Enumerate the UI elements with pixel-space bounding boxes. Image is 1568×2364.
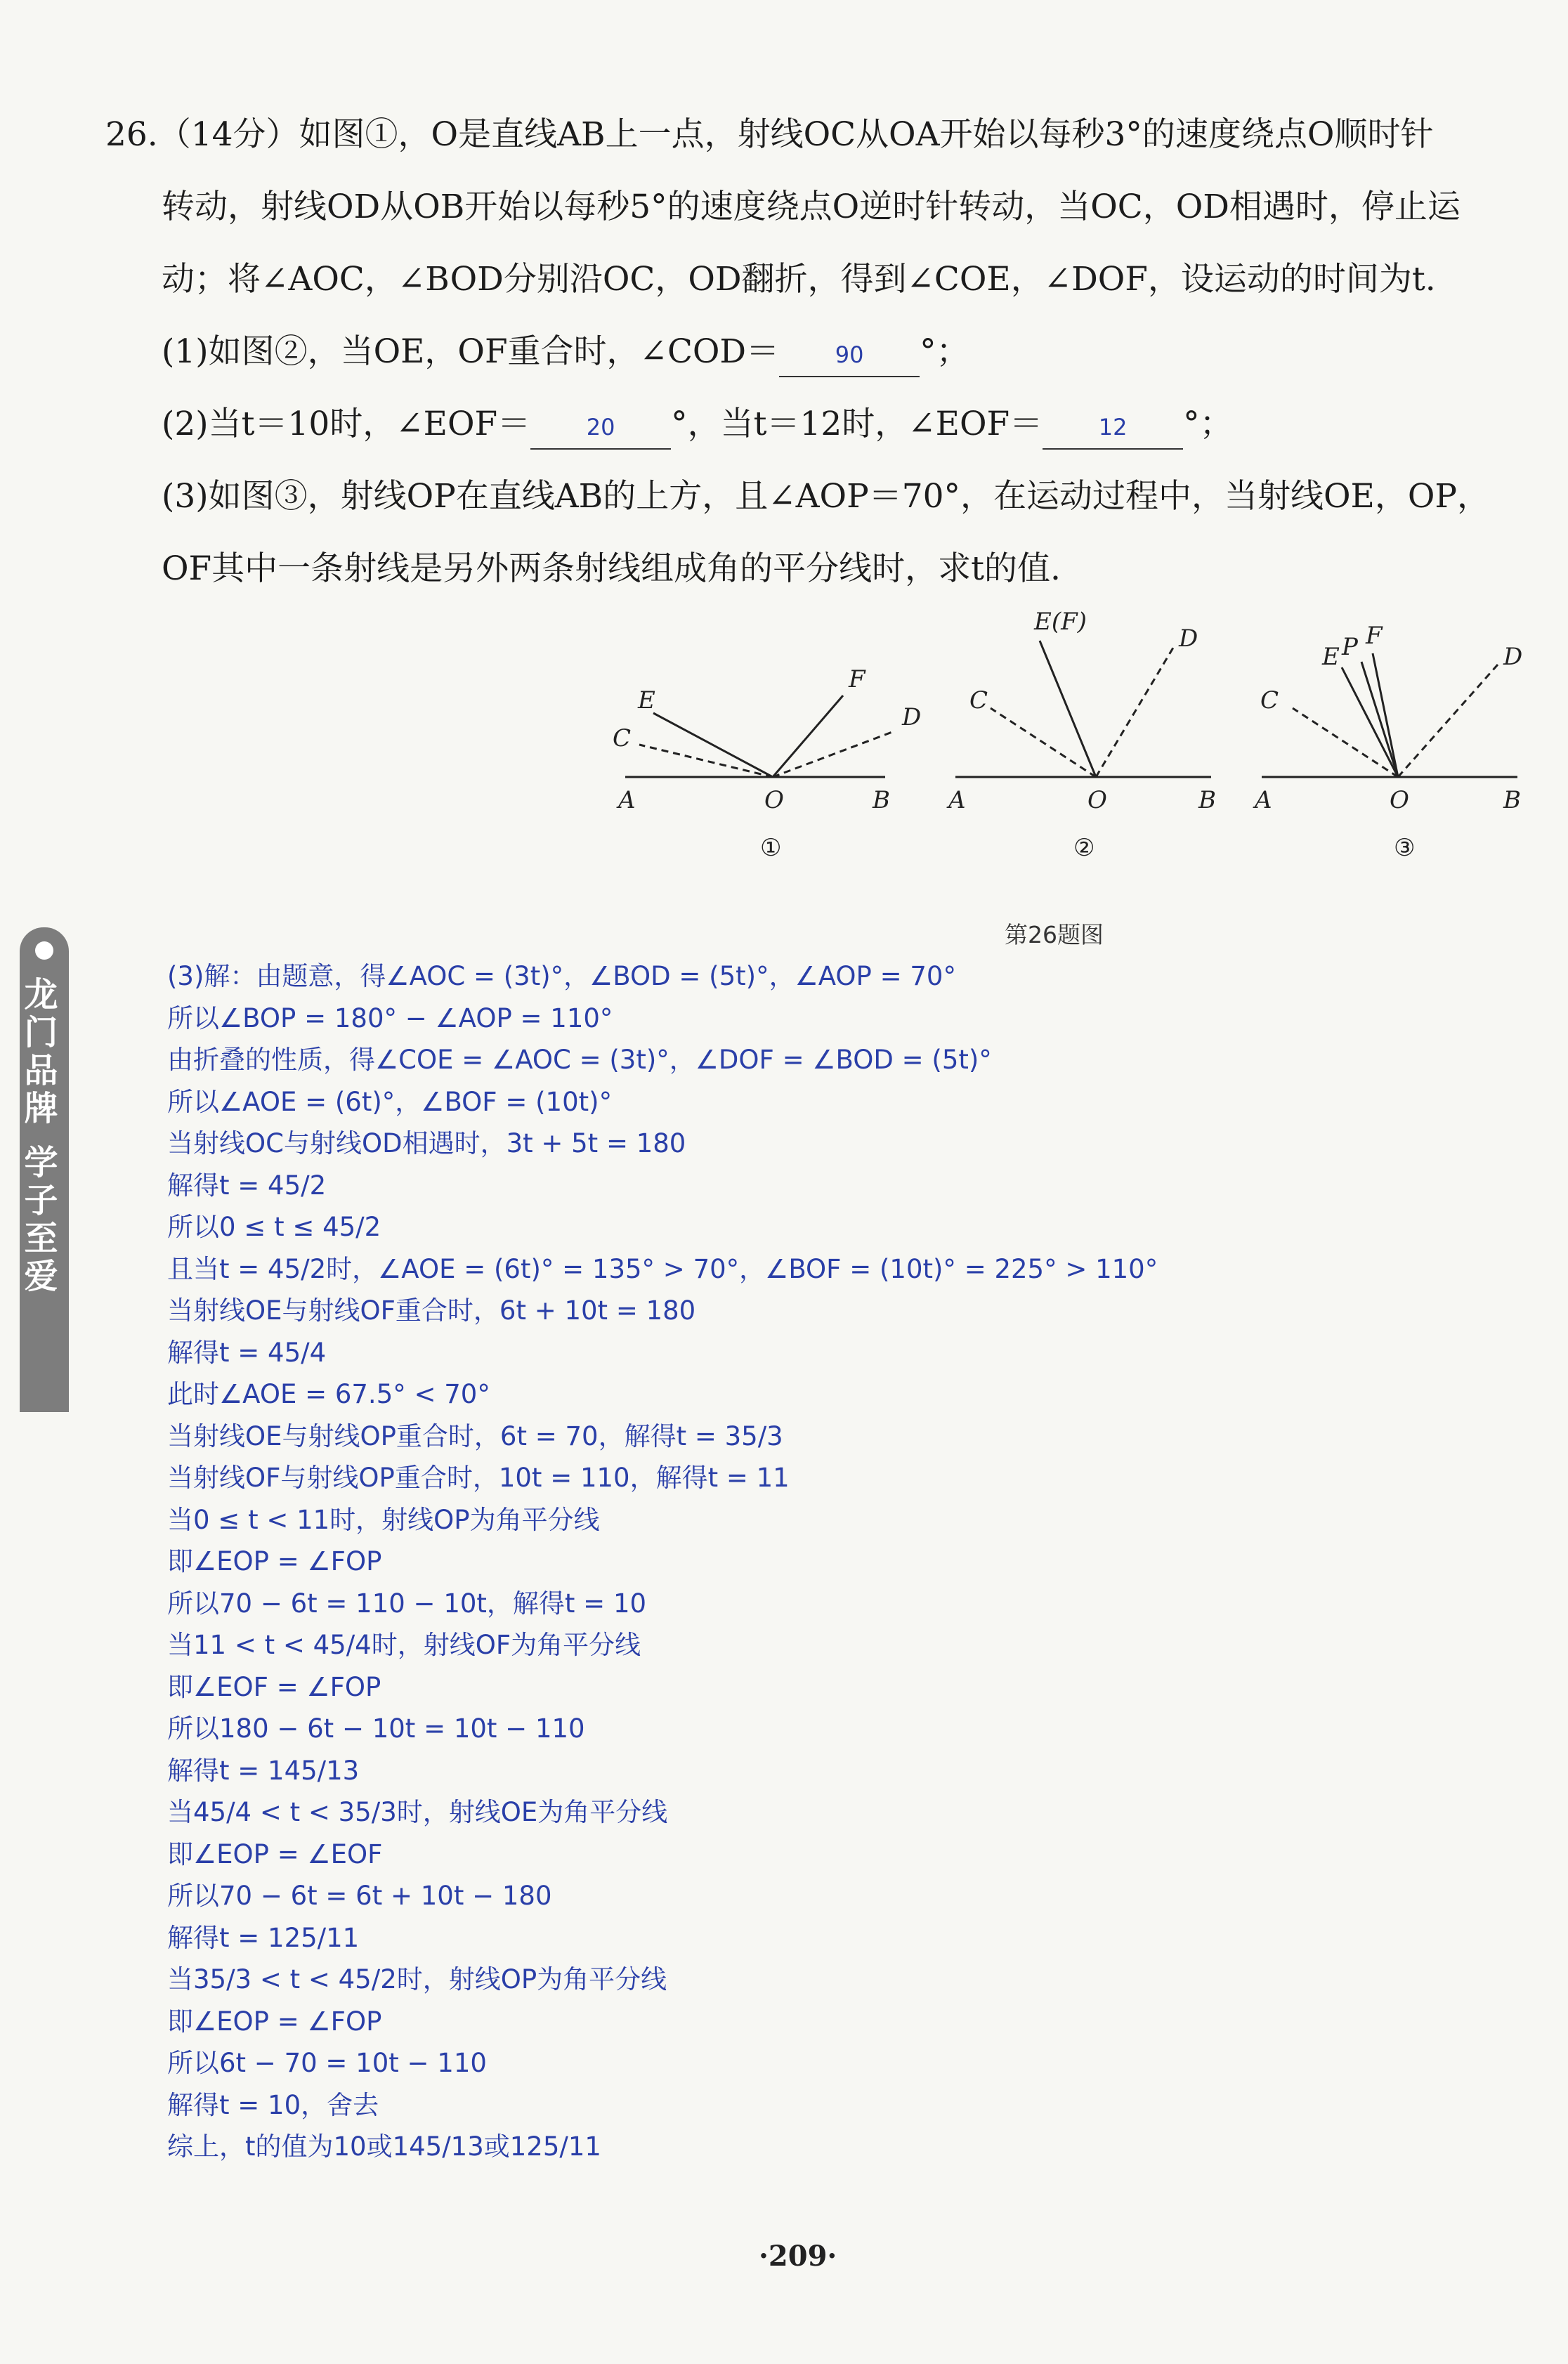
fig1-label-b: B	[873, 786, 890, 814]
figure-1	[613, 665, 921, 862]
solution-line: 解得t = 145/13	[167, 1755, 360, 1786]
question-3-line-1: (3)如图③，射线OP在直线AB的上方，且∠AOP＝70°，在运动过程中，当射线OE，OP，	[162, 477, 1490, 516]
fig2-ray-od	[1096, 648, 1173, 777]
solution-line: 即∠EOF = ∠FOP	[167, 1671, 381, 1702]
fig3-ray-oc	[1293, 708, 1398, 777]
fig2-ray-oc	[991, 708, 1096, 777]
figure-3	[1253, 622, 1522, 862]
solution-line: 当45/4 < t < 35/3时，射线OE为角平分线	[167, 1797, 668, 1827]
fig3-ray-od	[1398, 665, 1498, 777]
solution	[167, 955, 1158, 2168]
problem-line-3: 动；将∠AOC，∠BOD分别沿OC，OD翻折，得到∠COE，∠DOF，设运动的时间为t.	[162, 260, 1436, 299]
question-2	[105, 388, 1531, 460]
fig3-ray-of	[1373, 653, 1398, 777]
question-3-line-2: OF其中一条射线是另外两条射线组成角的平分线时，求t的值.	[162, 549, 1061, 588]
solution-line: 解得t = 10，舍去	[167, 2089, 379, 2120]
solution-line: (3)解：由题意，得∠AOC = (3t)°，∠BOD = (5t)°，∠AOP = 70°	[167, 961, 956, 991]
solution-line: 即∠EOP = ∠EOF	[167, 1839, 383, 1869]
q2-suffix: °；	[1183, 405, 1233, 443]
solution-line: 此时∠AOE = 67.5° < 70°	[167, 1379, 490, 1409]
fig3-label-e: E	[1322, 643, 1340, 671]
fig2-label-c: C	[969, 686, 988, 714]
solution-line: 当射线OC与射线OD相遇时，3t + 5t = 180	[167, 1128, 686, 1158]
solution-line: 所以0 ≤ t ≤ 45/2	[167, 1212, 381, 1242]
figures-diagram	[604, 604, 1531, 913]
solution-line: 解得t = 45/2	[167, 1170, 327, 1201]
solution-line: 解得t = 45/4	[167, 1337, 327, 1368]
solution-line: 所以70 − 6t = 110 − 10t，解得t = 10	[167, 1588, 647, 1619]
fig2-label-ef: E(F)	[1034, 608, 1087, 636]
fig3-label-f: F	[1366, 622, 1383, 650]
fig3-label-o: O	[1390, 786, 1409, 814]
q1-suffix: °；	[920, 332, 969, 371]
q2-answer2-blank	[1043, 403, 1183, 450]
fig3-ray-oe	[1342, 667, 1398, 777]
fig1-ray-oc	[639, 745, 773, 777]
solution-line: 所以∠BOP = 180° − ∠AOP = 110°	[167, 1003, 613, 1033]
side-tab-text: 龙门品牌 学子至爱	[18, 977, 58, 1296]
solution-line: 解得t = 125/11	[167, 1922, 360, 1953]
solution-line: 当射线OE与射线OF重合时，6t + 10t = 180	[167, 1295, 696, 1326]
fig3-label-p: P	[1342, 633, 1358, 661]
fig2-label-d: D	[1179, 625, 1198, 653]
fig3-ray-op	[1361, 662, 1398, 777]
fig3-label-c: C	[1260, 686, 1279, 714]
fig3-label-d: D	[1503, 643, 1523, 671]
question-1	[105, 315, 1531, 388]
side-brand-tab	[20, 927, 69, 1412]
solution-line: 当11 < t < 45/4时，射线OF为角平分线	[167, 1630, 641, 1660]
fig1-label-c: C	[613, 724, 632, 752]
solution-line: 综上，t的值为10或145/13或125/11	[167, 2131, 601, 2162]
fig1-ray-oe	[653, 713, 773, 777]
q1-answer: 90	[835, 341, 864, 368]
figure-caption: 第26题图	[1005, 921, 1104, 948]
solution-line: 所以∠AOE = (6t)°，∠BOF = (10t)°	[167, 1086, 613, 1117]
solution-line: 即∠EOP = ∠FOP	[167, 1546, 382, 1576]
page-number: ·209·	[759, 2240, 837, 2273]
fig1-label-d: D	[902, 703, 922, 731]
problem-line-1: 26.（14分）如图①，O是直线AB上一点，射线OC从OA开始以每秒3°的速度绕点O顺时针	[105, 115, 1434, 154]
q2-mid: °，当t＝12时，∠EOF＝	[671, 405, 1043, 443]
q2-answer-2: 12	[1098, 414, 1128, 440]
q2-answer1-blank	[530, 403, 671, 450]
q1-prefix: (1)如图②，当OE，OF重合时，∠COD＝	[162, 332, 780, 371]
fig3-label-a: A	[1255, 786, 1272, 814]
fig1-label-e: E	[638, 686, 655, 714]
fig1-label-f: F	[849, 665, 865, 693]
fig1-ray-od	[773, 732, 892, 777]
solution-line: 当35/3 < t < 45/2时，射线OP为角平分线	[167, 1964, 667, 1994]
fig1-label-o: O	[764, 786, 784, 814]
fig2-label-a: A	[948, 786, 966, 814]
problem-statement	[105, 98, 1531, 605]
q1-answer-blank	[779, 331, 920, 377]
solution-line: 当射线OF与射线OP重合时，10t = 110，解得t = 11	[167, 1463, 790, 1493]
fig2-label-o: O	[1087, 786, 1107, 814]
fig1-number: ①	[760, 834, 782, 862]
solution-line: 所以6t − 70 = 10t − 110	[167, 2048, 487, 2078]
fig2-number: ②	[1073, 834, 1095, 862]
fig1-label-a: A	[618, 786, 636, 814]
solution-line: 当射线OE与射线OP重合时，6t = 70，解得t = 35/3	[167, 1421, 783, 1451]
fig2-ray-oef	[1040, 641, 1096, 777]
solution-line: 所以180 − 6t − 10t = 10t − 110	[167, 1713, 585, 1744]
solution-line: 所以70 − 6t = 6t + 10t − 180	[167, 1881, 552, 1911]
solution-line: 当0 ≤ t < 11时，射线OP为角平分线	[167, 1504, 600, 1535]
solution-line: 由折叠的性质，得∠COE = ∠AOC = (3t)°，∠DOF = ∠BOD = (5t)°	[167, 1045, 992, 1075]
fig3-number: ③	[1394, 834, 1416, 862]
side-tab-dot	[35, 941, 53, 960]
fig3-label-b: B	[1503, 786, 1521, 814]
q2-prefix: (2)当t＝10时，∠EOF＝	[162, 405, 531, 443]
figure-2	[946, 608, 1216, 862]
problem-line-2: 转动，射线OD从OB开始以每秒5°的速度绕点O逆时针转动，当OC，OD相遇时，停止运	[162, 188, 1461, 226]
fig2-label-b: B	[1198, 786, 1216, 814]
q2-answer-1: 20	[586, 414, 615, 440]
solution-line: 且当t = 45/2时，∠AOE = (6t)° = 135° > 70°，∠BOF = (10t)° = 225° > 110°	[167, 1253, 1158, 1284]
solution-line: 即∠EOP = ∠FOP	[167, 2006, 382, 2037]
